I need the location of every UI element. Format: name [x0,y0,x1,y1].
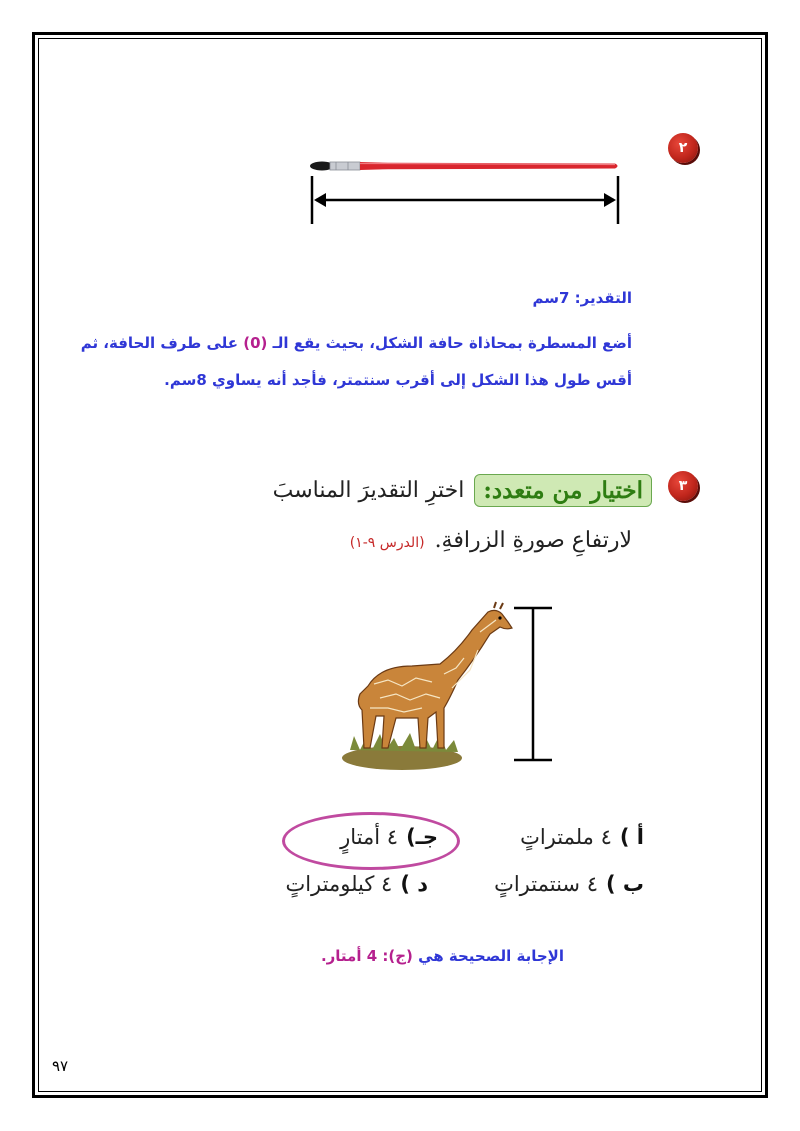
lesson-reference: (الدرس ٩-١) [349,535,425,551]
instruction-line-2: أقس طول هذا الشكل إلى أقرب سنتمتر، فأجد أنه يساوي 8سم. [164,371,632,389]
estimate-text: التقدير: 7سم [532,289,632,307]
giraffe-figure [340,600,570,775]
correct-answer-statement [321,947,564,965]
instruction-zero: (0) [243,334,268,352]
option-c-letter: جـ) [406,825,438,849]
paintbrush-icon [310,162,618,171]
answer-text-blue: الإجابة الصحيحة هي [418,947,564,965]
question-3-prompt-line-1: اخترِ التقديرَ المناسبَ [272,478,465,503]
option-a[interactable] [520,825,644,849]
option-b-text: ٤ سنتمتراتٍ [494,872,598,896]
height-measure-bar-icon [514,608,552,760]
option-b[interactable] [494,872,644,896]
option-d-letter: د ) [400,872,428,896]
option-c-text: ٤ أمتارٍ [340,825,399,849]
question-2-number-badge: ٢ [668,133,698,163]
answer-text-magenta: (ج): 4 أمتار. [320,947,419,965]
option-a-letter: أ ) [619,825,644,849]
instruction-post: على طرف الحافة، ثم [80,334,244,352]
question-3-header [273,474,652,507]
length-arrow-icon [312,176,618,224]
option-b-letter: ب ) [605,872,644,896]
question-3-prompt-line-2: لارتفاعِ صورةِ الزرافةِ. [434,528,632,553]
instruction-pre: أضع المسطرة بمحاذاة حافة الشكل، بحيث يقع الـ [267,334,632,352]
question-3-prompt-row-2 [350,528,632,553]
paintbrush-measure-figure [300,150,630,230]
option-d-text: ٤ كيلومتراتٍ [285,872,393,896]
option-d[interactable] [285,872,428,896]
option-a-text: ٤ ملمتراتٍ [520,825,612,849]
question-3-number-badge: ٣ [668,471,698,501]
page-number: ٩٧ [52,1057,69,1075]
giraffe-image-icon [342,602,512,770]
option-c[interactable] [340,825,438,849]
multiple-choice-tag: اختيار من متعدد: [474,474,652,507]
instruction-line-1 [81,334,632,352]
